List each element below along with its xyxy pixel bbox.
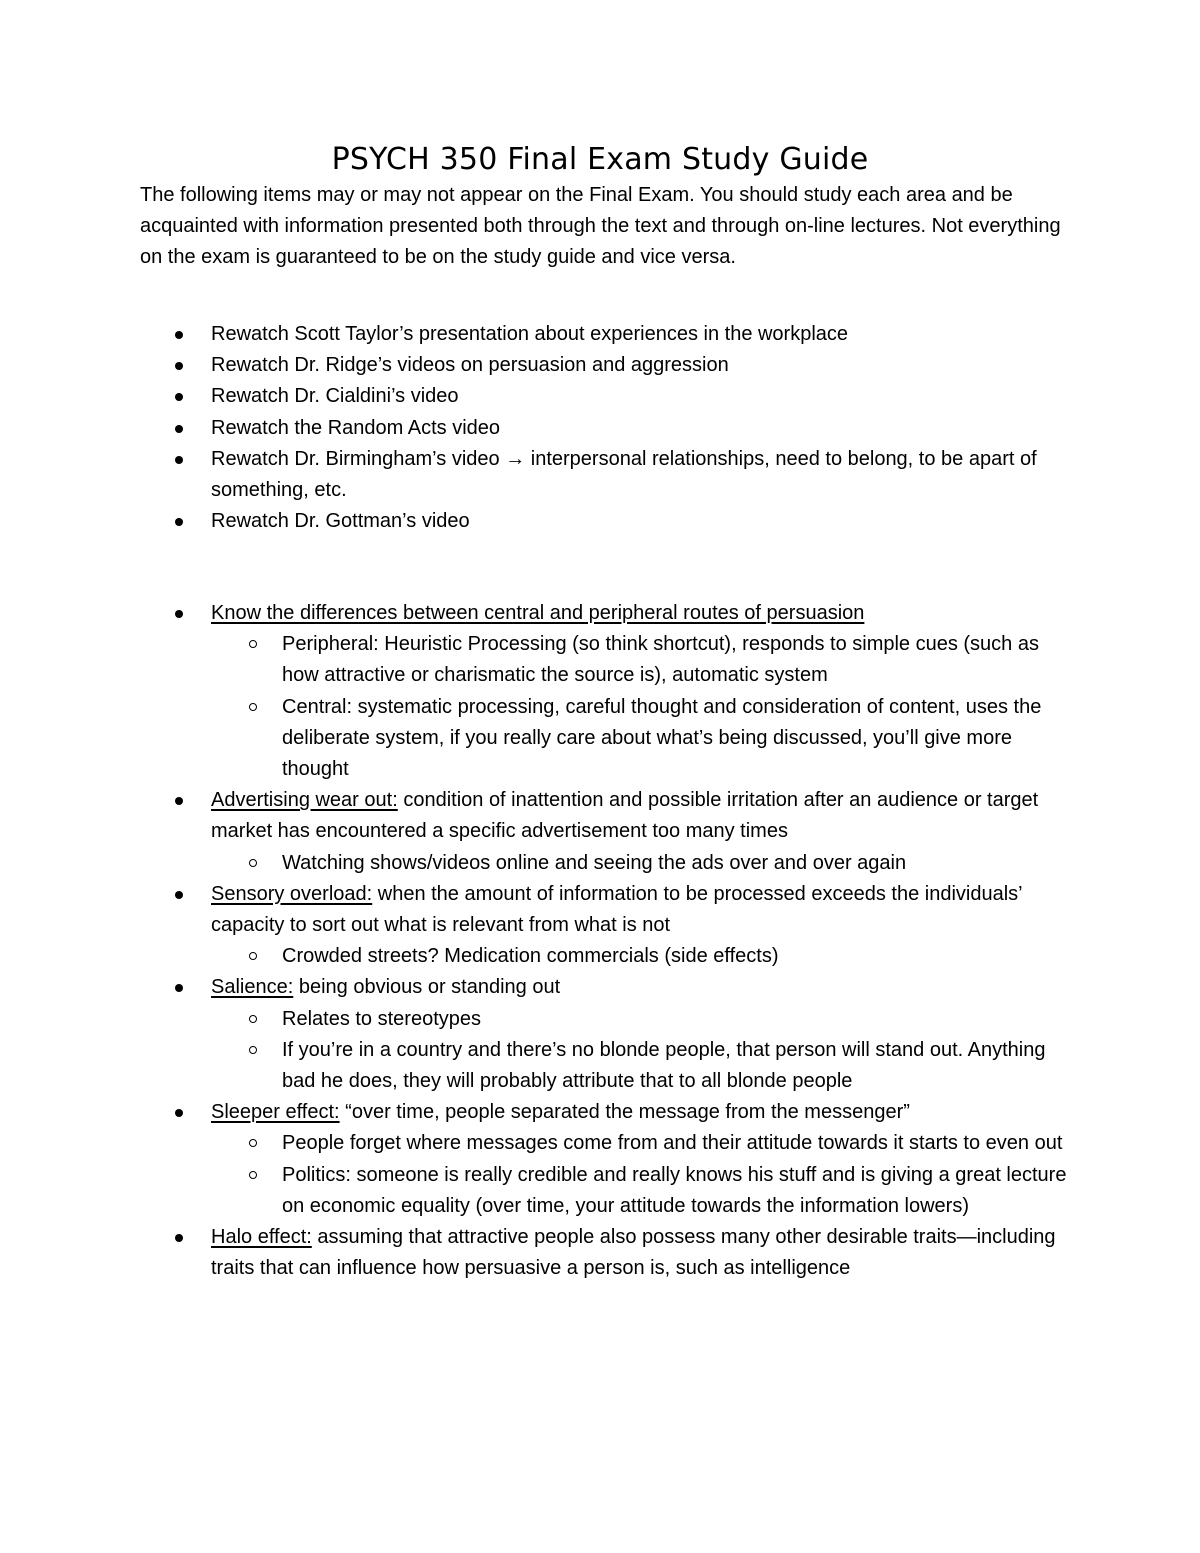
bullet-icon bbox=[175, 393, 183, 401]
intro-text: The following items may or may not appear on the Final Exam. You should study each area and be acquainted with information presented both through the text and through on-line lectures. Not everything on the exam is guaranteed to be on the study guide and vice versa. bbox=[140, 184, 1061, 268]
topic-item bbox=[211, 1222, 1081, 1284]
circle-bullet-icon bbox=[249, 952, 257, 960]
sub-item bbox=[282, 692, 1081, 786]
sub-item bbox=[282, 848, 1081, 879]
circle-bullet-icon bbox=[249, 1046, 257, 1054]
list-item bbox=[211, 350, 1081, 381]
sub-list bbox=[211, 941, 1081, 972]
rewatch-list bbox=[211, 319, 1081, 537]
sub-item bbox=[282, 629, 1081, 691]
sub-list bbox=[211, 629, 1081, 785]
item-text: Rewatch Dr. Ridge’s videos on persuasion and aggression bbox=[211, 354, 729, 377]
list-item bbox=[211, 506, 1081, 537]
circle-bullet-icon bbox=[249, 640, 257, 648]
topic-term: Advertising wear out: bbox=[211, 789, 398, 812]
item-text: Rewatch Dr. Cialdini’s video bbox=[211, 385, 459, 408]
list-item bbox=[211, 444, 1081, 506]
sub-item bbox=[282, 1035, 1081, 1097]
sub-item bbox=[282, 1160, 1081, 1222]
topic-definition: when the amount of information to be processed exceeds the individuals’ capacity to sort out what is relevant from what is not bbox=[211, 882, 1022, 937]
sub-item-text: Relates to stereotypes bbox=[282, 1007, 481, 1030]
arrow-right-icon: → bbox=[505, 447, 526, 470]
bullet-icon bbox=[175, 984, 183, 992]
item-text-pre: Rewatch Dr. Birmingham’s video bbox=[211, 447, 506, 470]
intro-paragraph bbox=[140, 180, 1070, 273]
list-item bbox=[211, 413, 1081, 444]
circle-bullet-icon bbox=[249, 1139, 257, 1147]
bullet-icon bbox=[175, 456, 183, 464]
topic-definition: being obvious or standing out bbox=[293, 976, 561, 999]
item-text: Rewatch Scott Taylor’s presentation about experiences in the workplace bbox=[211, 323, 849, 345]
circle-bullet-icon bbox=[249, 1015, 257, 1023]
sub-list bbox=[211, 1004, 1081, 1098]
circle-bullet-icon bbox=[249, 703, 257, 711]
topic-term: Know the differences between central and peripheral routes of persuasion bbox=[211, 602, 865, 624]
bullet-icon bbox=[175, 362, 183, 370]
topic-item bbox=[211, 879, 1081, 973]
topic-term: Salience: bbox=[211, 976, 294, 999]
item-text: Rewatch Dr. Gottman’s video bbox=[211, 510, 470, 533]
topics-list bbox=[211, 598, 1081, 1284]
list-item bbox=[211, 319, 1081, 350]
sub-item-text: People forget where messages come from and their attitude towards it starts to even out bbox=[282, 1132, 1063, 1155]
circle-bullet-icon bbox=[249, 1171, 257, 1179]
sub-list bbox=[211, 848, 1081, 879]
list-item bbox=[211, 381, 1081, 412]
topic-term: Halo effect: bbox=[211, 1226, 312, 1249]
bullet-icon bbox=[175, 610, 183, 618]
page-title: PSYCH 350 Final Exam Study Guide bbox=[331, 142, 869, 177]
circle-bullet-icon bbox=[249, 859, 257, 867]
sub-list bbox=[211, 1128, 1081, 1222]
topic-term: Sleeper effect: bbox=[211, 1101, 340, 1124]
sub-item-text: Politics: someone is really credible and really knows his stuff and is giving a great lecture on economic equality (over time, your attitude towards the information lowers) bbox=[282, 1163, 1067, 1217]
item-text-post: interpersonal relationships, need to belong, to be apart of something, etc. bbox=[211, 447, 1037, 502]
sub-item-text: Peripheral: Heuristic Processing (so think shortcut), responds to simple cues (such as how attractive or charismatic the source is), automatic system bbox=[282, 633, 1039, 687]
sub-item bbox=[282, 1128, 1081, 1159]
sub-item bbox=[282, 1004, 1081, 1035]
bullet-icon bbox=[175, 425, 183, 433]
topic-definition: assuming that attractive people also possess many other desirable traits—including traits that can influence how persuasive a person is, such as intelligence bbox=[211, 1226, 1056, 1280]
bullet-icon bbox=[175, 891, 183, 899]
topic-definition: “over time, people separated the message from the messenger” bbox=[339, 1101, 910, 1124]
bullet-icon bbox=[175, 797, 183, 805]
sub-item bbox=[282, 941, 1081, 972]
topic-item bbox=[211, 1097, 1081, 1222]
topic-item bbox=[211, 785, 1081, 879]
topic-item bbox=[211, 972, 1081, 1097]
sub-item-text: Central: systematic processing, careful thought and consideration of content, uses the deliberate system, if you really care about what’s being discussed, you’ll give more thought bbox=[282, 695, 1042, 781]
item-text: Rewatch the Random Acts video bbox=[211, 416, 501, 439]
bullet-icon bbox=[175, 518, 183, 526]
bullet-icon bbox=[175, 1109, 183, 1117]
bullet-icon bbox=[175, 331, 183, 339]
topic-definition: condition of inattention and possible irritation after an audience or target market has encountered a specific advertisement too many times bbox=[211, 789, 1039, 843]
sub-item-text: Watching shows/videos online and seeing the ads over and over again bbox=[282, 851, 907, 874]
bullet-icon bbox=[175, 1234, 183, 1242]
sub-item-text: Crowded streets? Medication commercials (side effects) bbox=[282, 945, 779, 968]
topic-term: Sensory overload: bbox=[211, 882, 373, 905]
topic-item bbox=[211, 598, 1081, 785]
sub-item-text: If you’re in a country and there’s no blonde people, that person will stand out. Anything bad he does, they will probably attribute that to all blonde people bbox=[282, 1038, 1046, 1093]
